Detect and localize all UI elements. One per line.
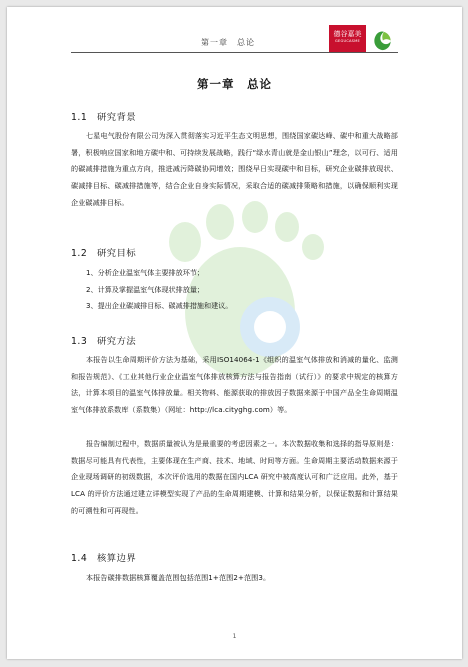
- document-page: [7, 7, 462, 659]
- logo-brand-cn: 德谷嘉美: [333, 30, 362, 38]
- list-item: 3、提出企业碳减排目标、碳减排措施和建议。: [86, 301, 233, 311]
- leaf-logo-icon: [370, 29, 394, 52]
- running-header: 第一章 总论: [201, 38, 255, 47]
- section-heading: [71, 550, 136, 564]
- section-number: 1.1: [71, 112, 88, 123]
- page-number: 1: [232, 633, 237, 640]
- paragraph: 七星电气股份有限公司为深入贯彻落实习近平生态文明思想，围绕国家碳达峰、碳中和重大战略部署，积极响应国家和地方碳中和、可持续发展战略，践行“绿水青山就是金山银山”理念，以可行、适用的碳减排措施为重点方向，推进减污降碳协同增效；围绕早日实现碳中和目标，研究企业碳排放现状、碳减排目标、碳减排措施等，结合企业自身实际情况，采取合适的碳减排策略和措施，以确保顺利实现企业碳减排目标。: [71, 131, 398, 207]
- section-number: 1.4: [71, 553, 88, 564]
- section-number: 1.3: [71, 336, 88, 347]
- chapter-title: 第一章 总论: [197, 77, 272, 91]
- objective-list: [86, 265, 386, 315]
- section-heading: [71, 333, 136, 347]
- brand-logo: [329, 25, 366, 52]
- section-number: 1.2: [71, 248, 88, 259]
- logo-brand-en: GEGUCASME: [335, 39, 360, 43]
- list-item: 1、分析企业温室气体主要排放环节；: [86, 268, 205, 277]
- section-title: 研究方法: [97, 336, 137, 347]
- list-item: 2、计算及掌握温室气体现状排放量；: [86, 284, 205, 294]
- paragraph: 本报告碳排数据核算覆盖范围包括范围1+范围2+范围3。: [86, 573, 271, 582]
- section-title: 研究目标: [97, 248, 137, 259]
- section-heading: [71, 109, 136, 123]
- header-rule: [71, 52, 398, 53]
- paragraph: 本报告以生命周期评价方法为基础，采用ISO14064-1《组织的温室气体排放和消减的量化、监测和报告规范》、《工业其他行业企业温室气体排放核算方法与报告指南（试行）》的要求中规定的核算方法，计算本项目的温室气体排放量。相关物料、能源获取的排放因子数据来源于中国产品全生命周期温室气体排放系数库（系数集）（网址：http://lca.cityghg.com）等。: [71, 355, 398, 415]
- paragraph: 报告编制过程中，数据质量被认为是最重要的考虑因素之一。本次数据收集和选择的指导原则是：数据尽可能具有代表性，主要体现在生产商、技术、地域、时间等方面。生命周期主要活动数据来源于企业现场调研的初级数据，本次评价选用的数据在国内LCA 研究中被高度认可和广泛应用。此外，基于LCA 的评价方法通过建立详模型实现了产品的生命周期建模、计算和结果分析，以保证数据和计算结果的可溯性和可再现性。: [71, 439, 398, 515]
- section-title: 研究背景: [97, 112, 137, 123]
- section-heading: [71, 245, 136, 259]
- section-title: 核算边界: [97, 553, 137, 564]
